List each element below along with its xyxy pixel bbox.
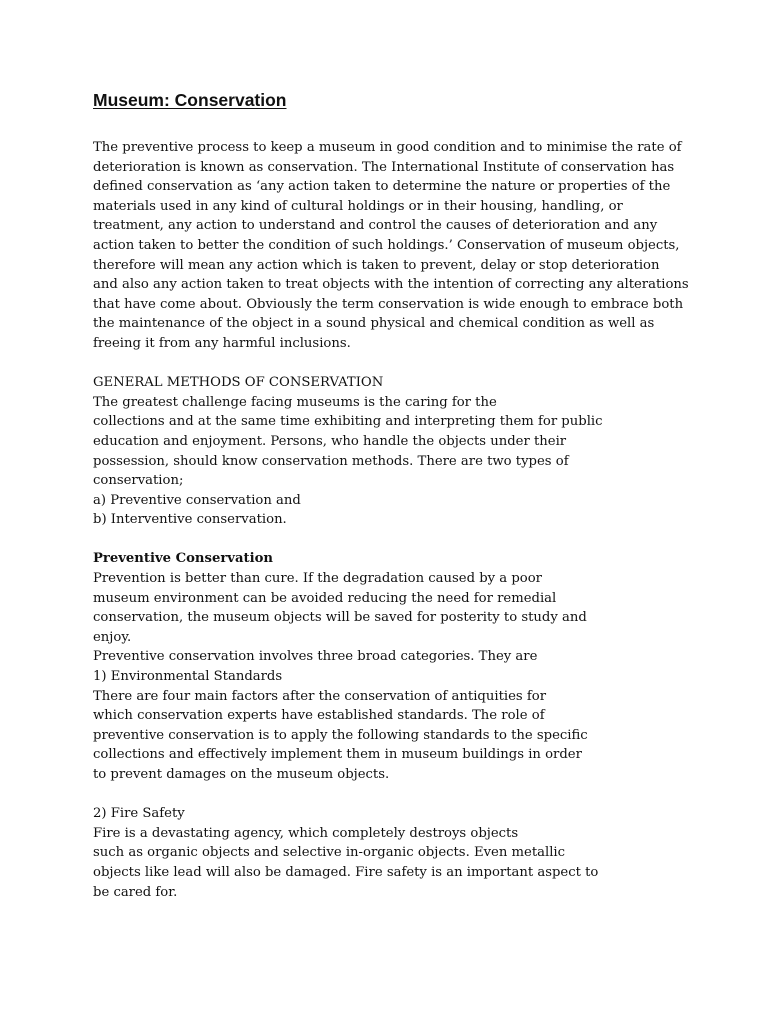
spacer (93, 112, 693, 138)
list-item: a) Preventive conservation and (93, 492, 301, 508)
section-heading: Preventive Conservation (93, 551, 273, 567)
paragraph-line: education and enjoyment. Persons, who handle the objects under their (93, 433, 567, 449)
paragraph-line: There are four main factors after the conservation of antiquities for (93, 688, 546, 704)
paragraph-line: deterioration is known as conservation. The International Institute of conservation has (93, 159, 675, 175)
page-title: Museum: Conservation (93, 90, 287, 110)
paragraph-line: and also any action taken to treat objects with the intention of correcting any alterations (93, 277, 689, 293)
paragraph-line: defined conservation as ‘any action taken to determine the nature or properties of the (93, 179, 671, 195)
fire-safety-section (93, 804, 693, 902)
paragraph-line: action taken to better the condition of such holdings.’ Conservation of museum objects, (93, 237, 680, 253)
paragraph-line: Preventive conservation involves three broad categories. They are (93, 649, 538, 665)
paragraph-line: treatment, any action to understand and control the causes of deterioration and any (93, 218, 658, 234)
spacer (93, 530, 693, 550)
spacer (93, 785, 693, 805)
preventive-conservation-section (93, 549, 693, 784)
paragraph-line: that have come about. Obviously the term conservation is wide enough to embrace both (93, 296, 684, 312)
paragraph-line: enjoy. (93, 629, 132, 645)
general-methods-section (93, 373, 693, 530)
paragraph-line: The greatest challenge facing museums is the caring for the (93, 394, 497, 410)
intro-paragraph (93, 138, 693, 354)
paragraph-line: the maintenance of the object in a sound physical and chemical condition as well as (93, 316, 655, 332)
spacer (93, 354, 693, 374)
paragraph-line: collections and effectively implement them in museum buildings in order (93, 747, 582, 763)
paragraph-line: preventive conservation is to apply the following standards to the specific (93, 727, 588, 743)
paragraph-line: Prevention is better than cure. If the degradation caused by a poor (93, 571, 542, 587)
paragraph-line: objects like lead will also be damaged. Fire safety is an important aspect to (93, 864, 599, 880)
paragraph-line: museum environment can be avoided reducing the need for remedial (93, 590, 557, 606)
paragraph-line: which conservation experts have established standards. The role of (93, 708, 545, 724)
paragraph-line: Fire is a devastating agency, which completely destroys objects (93, 825, 519, 841)
paragraph-line: freeing it from any harmful inclusions. (93, 335, 351, 351)
paragraph-line: conservation, the museum objects will be saved for posterity to study and (93, 610, 587, 626)
list-item: 1) Environmental Standards (93, 669, 283, 685)
paragraph-line: such as organic objects and selective in-organic objects. Even metallic (93, 845, 566, 861)
paragraph-line: therefore will mean any action which is taken to prevent, delay or stop deterioration (93, 257, 660, 273)
paragraph-line: collections and at the same time exhibiting and interpreting them for public (93, 414, 603, 430)
document-page (93, 88, 693, 902)
section-heading: 2) Fire Safety (93, 806, 185, 822)
list-item: b) Interventive conservation. (93, 512, 287, 528)
paragraph-line: to prevent damages on the museum objects. (93, 767, 390, 782)
paragraph-line: The preventive process to keep a museum in good condition and to minimise the rate of (93, 140, 682, 155)
paragraph-line: materials used in any kind of cultural holdings or in their housing, handling, or (93, 198, 623, 214)
section-heading: GENERAL METHODS OF CONSERVATION (93, 375, 384, 391)
paragraph-line: be cared for. (93, 884, 178, 900)
paragraph-line: possession, should know conservation methods. There are two types of (93, 453, 569, 469)
paragraph-line: conservation; (93, 473, 184, 489)
